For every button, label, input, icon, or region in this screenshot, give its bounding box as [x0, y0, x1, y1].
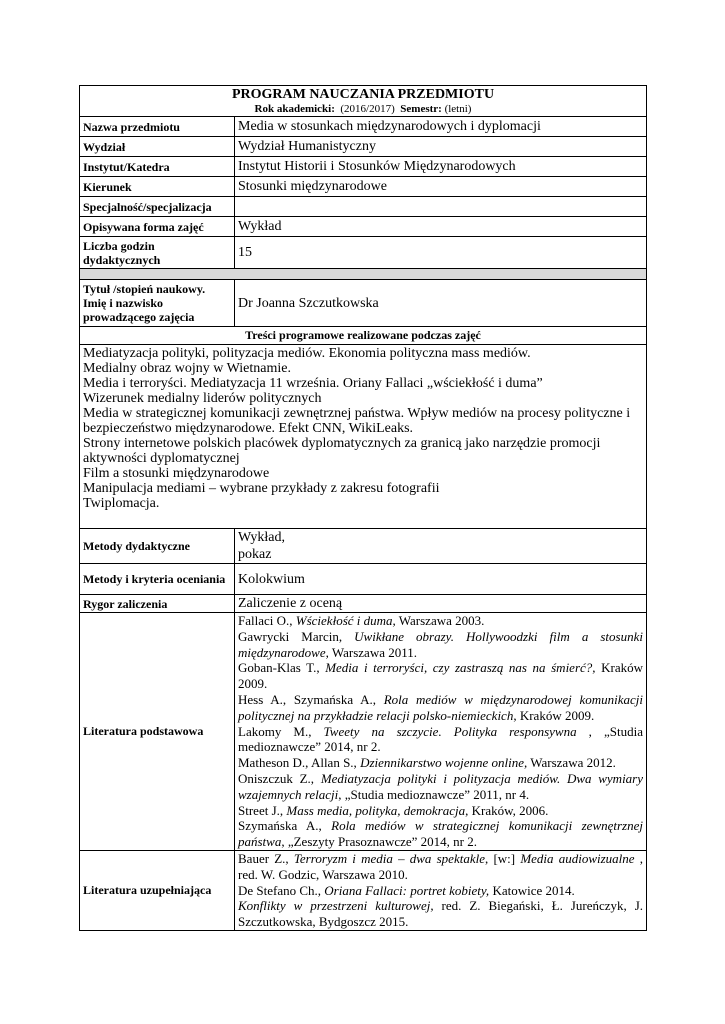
- row-content-title: [80, 327, 647, 345]
- bibliography-item: Lakomy M., Tweety na szczycie. Polityka responsywna , „Studia medioznawcze” 2014, nr 2.: [238, 723, 643, 755]
- label-basic-literature: Literatura podstawowa: [80, 613, 235, 851]
- content-line: Twiplomacja.: [83, 496, 160, 511]
- label-lecturer: Tytuł /stopień naukowy. Imię i nazwisko prowadzącego zajęcia: [80, 280, 235, 327]
- syllabus-page: [79, 85, 646, 931]
- bibliography-item: Goban-Klas T., Media i terroryści, czy zastraszą nas na śmierć?, Kraków 2009.: [238, 660, 643, 692]
- value-methods: Wykład, pokaz: [235, 529, 647, 564]
- bibliography-item: Matheson D., Allan S., Dziennikarstwo wojenne online, Warszawa 2012.: [238, 755, 616, 771]
- row-institute: [80, 157, 647, 177]
- row-hours: [80, 237, 647, 269]
- bibliography-item: Street J., Mass media, polityka, demokracja, Kraków, 2006.: [238, 802, 549, 818]
- value-lecturer: Dr Joanna Szczutkowska: [235, 280, 647, 327]
- label-subject-name: Nazwa przedmiotu: [80, 117, 235, 137]
- content-line: Wizerunek medialny liderów politycznych: [83, 391, 322, 406]
- row-faculty: [80, 137, 647, 157]
- label-extra-literature: Literatura uzupełniająca: [80, 850, 235, 930]
- label-faculty: Wydział: [80, 137, 235, 157]
- value-institute: Instytut Historii i Stosunków Międzynarodowych: [235, 157, 647, 177]
- label-methods: Metody dydaktyczne: [80, 529, 235, 564]
- content-line: Media w strategicznej komunikacji zewnętrznej państwa. Wpływ mediów na procesy polityczne i bezpieczeństwo międzynarodowe. Efekt CNN, WikiLeaks.: [83, 406, 631, 436]
- bibliography-item: Bauer Z., Terroryzm i media – dwa spektakle, [w:] Media audiowizualne , red. W. Godzic, Warszawa 2010.: [238, 850, 644, 882]
- value-assessment: Kolokwium: [235, 564, 647, 595]
- bibliography-item: Oniszczuk Z., Mediatyzacja polityki i polityzacja mediów. Dwa wymiary wzajemnych relacji, „Studia medioznawcze” 2011, nr 4.: [238, 770, 644, 802]
- label-institute: Instytut/Katedra: [80, 157, 235, 177]
- bibliography-item: Hess A., Szymańska A., Rola mediów w międzynarodowej komunikacji politycznej na przykładzie relacji polsko-niemieckich, Kraków 2009.: [238, 691, 643, 723]
- value-faculty: Wydział Humanistyczny: [235, 137, 647, 157]
- value-subject-name: Media w stosunkach międzynarodowych i dyplomacji: [235, 117, 647, 137]
- bibliography-item: Gawrycki Marcin, Uwikłane obrazy. Hollywoodzki film a stosunki międzynarodowe, Warszawa 2011.: [238, 628, 643, 660]
- spacer-row: [80, 269, 647, 280]
- content-line: Manipulacja mediami – wybrane przykłady z zakresu fotografii: [83, 481, 440, 496]
- row-lecturer: [80, 280, 647, 327]
- row-assessment: [80, 564, 647, 595]
- document-title: PROGRAM NAUCZANIA PRZEDMIOTU: [231, 87, 495, 102]
- bibliography-item: Fallaci O., Wściekłość i duma, Warszawa 2003.: [238, 613, 485, 628]
- label-major: Kierunek: [80, 177, 235, 197]
- value-major: Stosunki międzynarodowe: [235, 177, 647, 197]
- label-form: Opisywana forma zajęć: [80, 217, 235, 237]
- content-line: Medialny obraz wojny w Wietnamie.: [83, 361, 291, 376]
- value-hours: 15: [235, 237, 647, 269]
- row-pass-rule: [80, 595, 647, 613]
- row-extra-literature: [80, 850, 647, 930]
- label-assessment: Metody i kryteria oceniania: [80, 564, 235, 595]
- row-specialization: [80, 197, 647, 217]
- extra-literature-list: [235, 850, 647, 930]
- bibliography-item: Szymańska A., Rola mediów w strategicznej komunikacji zewnętrznej państwa, „Zeszyty Prasoznawcze” 2014, nr 2.: [238, 818, 643, 850]
- row-methods: [80, 529, 647, 564]
- syllabus-table: [79, 85, 647, 931]
- value-pass-rule: Zaliczenie z oceną: [235, 595, 647, 613]
- label-specialization: Specjalność/specjalizacja: [80, 197, 235, 217]
- row-basic-literature: [80, 613, 647, 851]
- label-hours: Liczba godzin dydaktycznych: [80, 237, 235, 269]
- row-major: [80, 177, 647, 197]
- content-line: Film a stosunki międzynarodowe: [83, 466, 270, 481]
- content-line: Strony internetowe polskich placówek dyplomatycznych za granicą jako narzędzie promocji aktywności dyplomatycznej: [83, 436, 601, 466]
- header-row: [80, 86, 647, 117]
- label-pass-rule: Rygor zaliczenia: [80, 595, 235, 613]
- content-line: Media i terroryści. Mediatyzacja 11 września. Oriany Fallaci „wściekłość i duma”: [83, 376, 543, 391]
- row-content: [80, 345, 647, 529]
- academic-year-line: Rok akademicki: (2016/2017) Semestr: (letni): [254, 103, 472, 115]
- basic-literature-list: [235, 613, 647, 851]
- bibliography-item: De Stefano Ch., Oriana Fallaci: portret kobiety, Katowice 2014.: [238, 882, 575, 898]
- content-section-title: Treści programowe realizowane podczas zajęć: [80, 327, 647, 345]
- content-line: Mediatyzacja polityki, polityzacja mediów. Ekonomia polityczna mass mediów.: [83, 346, 531, 361]
- row-subject-name: [80, 117, 647, 137]
- value-specialization: [235, 197, 647, 217]
- value-form: Wykład: [235, 217, 647, 237]
- bibliography-item: Konflikty w przestrzeni kulturowej, red. Z. Biegański, Ł. Jureńczyk, J. Szczutkowska, Bydgoszcz 2015.: [238, 898, 644, 930]
- row-form: [80, 217, 647, 237]
